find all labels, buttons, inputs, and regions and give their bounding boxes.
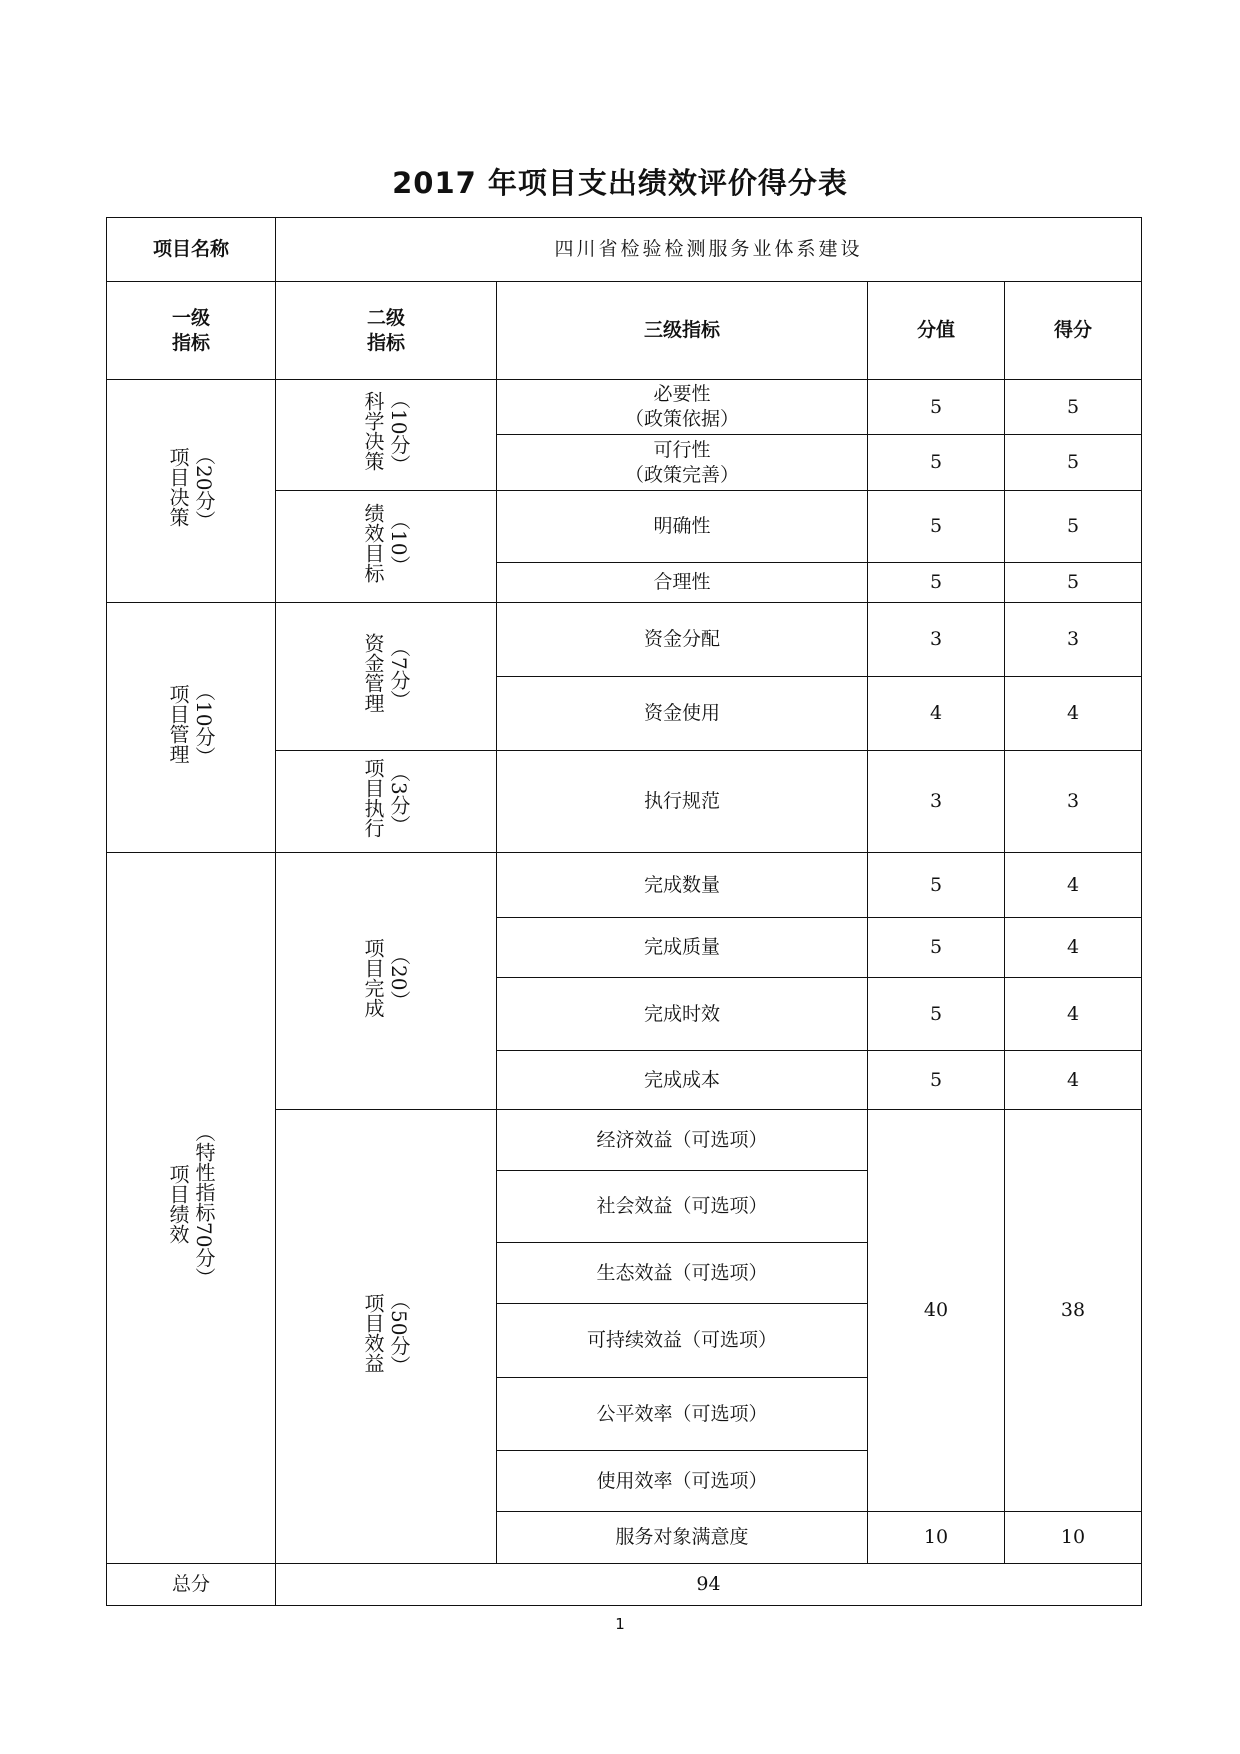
level2-fund-management-name: 资金管理 — [361, 633, 385, 713]
header-score: 得分 — [1005, 282, 1142, 380]
level1-decision-weight: （20分） — [192, 444, 216, 531]
level2-performance-target — [276, 491, 497, 603]
level1-performance-weight: （特性指标70分） — [192, 1121, 216, 1288]
score-table — [106, 217, 1142, 1606]
max-score-completion-cost: 5 — [868, 1051, 1005, 1110]
indicator-fund-usage: 资金使用 — [497, 677, 868, 751]
indicator-fairness-efficiency: 公平效率（可选项） — [497, 1378, 868, 1451]
level2-fund-management-text — [360, 633, 412, 713]
total-value: 94 — [276, 1564, 1142, 1606]
score-feasibility: 5 — [1005, 435, 1142, 491]
max-score-benefit-group: 40 — [868, 1110, 1005, 1512]
level1-management — [107, 603, 276, 853]
max-score-necessity: 5 — [868, 380, 1005, 435]
level1-management-text — [165, 681, 217, 766]
page-number: 1 — [615, 1615, 625, 1633]
level2-scientific-decision-name: 科学决策 — [361, 391, 385, 472]
indicator-feasibility-note: （政策完善） — [624, 463, 739, 486]
table-row — [107, 603, 1142, 677]
indicator-usage-efficiency: 使用效率（可选项） — [497, 1451, 868, 1512]
level2-project-completion — [276, 853, 497, 1110]
header-level2-line2: 指标 — [366, 331, 405, 354]
level1-decision-text — [165, 445, 217, 530]
indicator-necessity-note: （政策依据） — [624, 408, 739, 430]
max-score-feasibility: 5 — [868, 435, 1005, 491]
header-level2 — [276, 282, 497, 380]
level1-decision — [107, 380, 276, 603]
level2-project-completion-name: 项目完成 — [361, 937, 385, 1018]
header-level1-line1: 一级 — [171, 306, 210, 329]
total-row — [107, 1564, 1142, 1606]
indicator-feasibility — [497, 435, 868, 491]
total-label: 总分 — [107, 1564, 276, 1606]
level2-project-execution-text — [360, 758, 412, 838]
score-completion-quality: 4 — [1005, 918, 1142, 978]
score-satisfaction: 10 — [1005, 1512, 1142, 1564]
indicator-ecological-benefit: 生态效益（可选项） — [497, 1243, 868, 1304]
max-score-completion-quantity: 5 — [868, 853, 1005, 918]
level2-performance-target-name: 绩效目标 — [361, 503, 385, 583]
level2-scientific-decision-weight: （10分） — [387, 388, 411, 475]
header-level3: 三级指标 — [497, 282, 868, 380]
level2-fund-management-weight: （7分） — [387, 636, 411, 710]
max-score-rationality: 5 — [868, 563, 1005, 603]
header-row — [107, 282, 1142, 380]
max-score-execution-compliance: 3 — [868, 751, 1005, 853]
indicator-feasibility-name: 可行性 — [653, 438, 711, 461]
level2-project-benefit-weight: （50分） — [387, 1290, 411, 1376]
score-fund-allocation: 3 — [1005, 603, 1142, 677]
level2-project-execution-weight: （3分） — [387, 761, 411, 835]
header-max-score: 分值 — [868, 282, 1005, 380]
indicator-completion-cost: 完成成本 — [497, 1051, 868, 1110]
max-score-completion-quality: 5 — [868, 918, 1005, 978]
level2-scientific-decision-text — [360, 389, 412, 474]
indicator-sustainable-benefit: 可持续效益（可选项） — [497, 1304, 868, 1378]
max-score-clarity: 5 — [868, 491, 1005, 563]
level1-performance-text — [165, 1122, 217, 1287]
indicator-execution-compliance: 执行规范 — [497, 751, 868, 853]
score-execution-compliance: 3 — [1005, 751, 1142, 853]
level2-fund-management — [276, 603, 497, 751]
score-fund-usage: 4 — [1005, 677, 1142, 751]
score-necessity: 5 — [1005, 380, 1142, 435]
project-name: 四川省检验检测服务业体系建设 — [276, 218, 1142, 282]
level1-management-name: 项目管理 — [166, 683, 190, 764]
indicator-completion-quality: 完成质量 — [497, 918, 868, 978]
indicator-economic-benefit: 经济效益（可选项） — [497, 1110, 868, 1171]
indicator-rationality: 合理性 — [497, 563, 868, 603]
level2-project-completion-text — [360, 938, 412, 1018]
table-row — [107, 380, 1142, 435]
score-completion-cost: 4 — [1005, 1051, 1142, 1110]
level2-project-benefit-text — [360, 1290, 412, 1375]
level2-project-execution-name: 项目执行 — [361, 758, 385, 838]
indicator-social-benefit: 社会效益（可选项） — [497, 1171, 868, 1243]
score-clarity: 5 — [1005, 491, 1142, 563]
level1-performance — [107, 853, 276, 1564]
level2-project-execution — [276, 751, 497, 853]
max-score-fund-usage: 4 — [868, 677, 1005, 751]
table-row — [107, 853, 1142, 918]
score-benefit-group: 38 — [1005, 1110, 1142, 1512]
max-score-completion-timeliness: 5 — [868, 978, 1005, 1051]
score-rationality: 5 — [1005, 563, 1142, 603]
level2-project-benefit — [276, 1110, 497, 1564]
level1-management-weight: （10分） — [192, 681, 216, 767]
level2-performance-target-text — [360, 503, 412, 583]
indicator-completion-quantity: 完成数量 — [497, 853, 868, 918]
indicator-necessity-name: 必要性 — [653, 383, 711, 405]
indicator-fund-allocation: 资金分配 — [497, 603, 868, 677]
level2-performance-target-weight: （10） — [387, 510, 411, 576]
score-completion-timeliness: 4 — [1005, 978, 1142, 1051]
indicator-completion-timeliness: 完成时效 — [497, 978, 868, 1051]
indicator-necessity — [497, 380, 868, 435]
project-row — [107, 218, 1142, 282]
header-level1 — [107, 282, 276, 380]
indicator-satisfaction: 服务对象满意度 — [497, 1512, 868, 1564]
score-completion-quantity: 4 — [1005, 853, 1142, 918]
header-level2-line1: 二级 — [366, 306, 405, 329]
level2-scientific-decision — [276, 380, 497, 491]
level2-project-benefit-name: 项目效益 — [361, 1292, 385, 1373]
header-level1-line2: 指标 — [171, 331, 210, 354]
indicator-clarity: 明确性 — [497, 491, 868, 563]
level1-performance-name: 项目绩效 — [166, 1164, 190, 1245]
page-title: 2017 年项目支出绩效评价得分表 — [392, 166, 848, 200]
level2-project-completion-weight: （20） — [387, 944, 411, 1011]
project-label: 项目名称 — [107, 218, 276, 282]
max-score-satisfaction: 10 — [868, 1512, 1005, 1564]
level1-decision-name: 项目决策 — [166, 447, 190, 528]
max-score-fund-allocation: 3 — [868, 603, 1005, 677]
